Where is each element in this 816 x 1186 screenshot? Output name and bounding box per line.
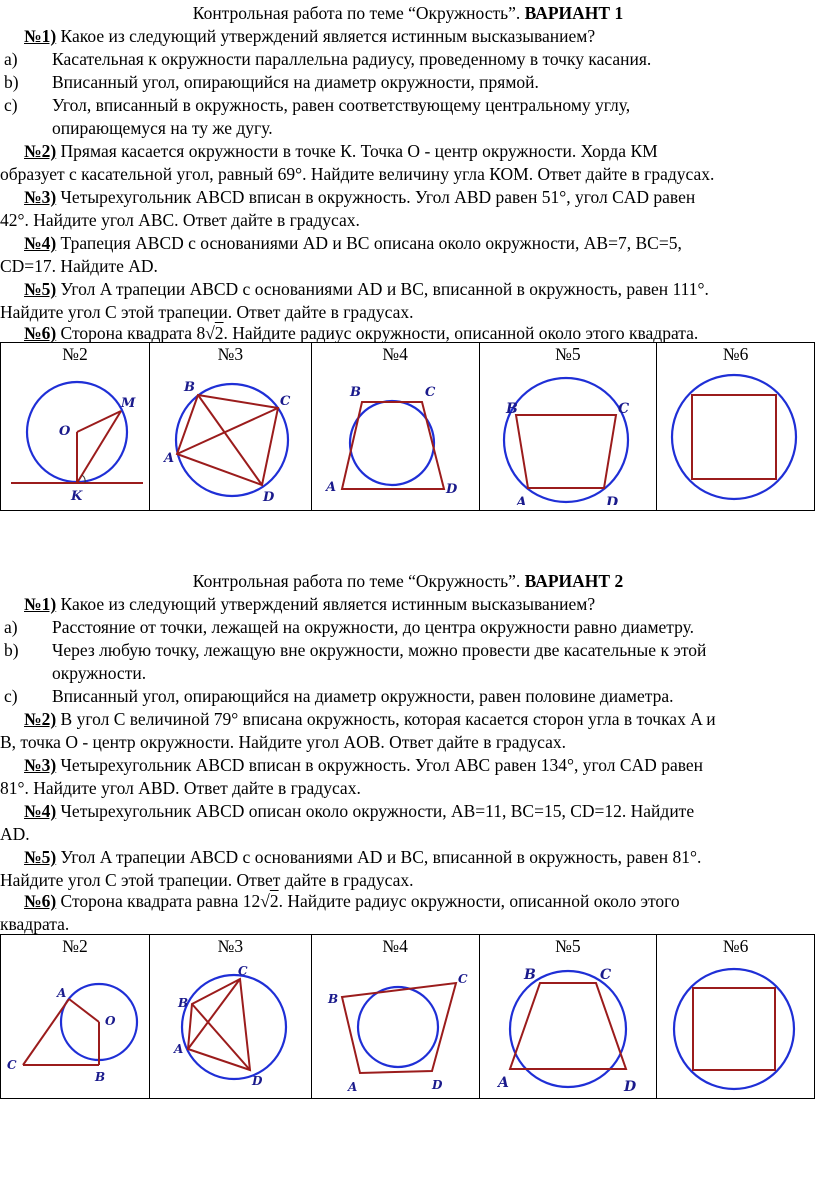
- option-a: [0, 48, 816, 71]
- sqrt-coefficient: 12: [242, 891, 261, 911]
- question-1: [0, 25, 816, 48]
- option-b: [0, 71, 816, 94]
- circle: [350, 401, 434, 485]
- trapezoid: [510, 983, 626, 1069]
- question-2: [0, 708, 816, 731]
- figure-caption: №6: [722, 936, 749, 956]
- label-o: O: [105, 1014, 116, 1028]
- square: [693, 988, 775, 1070]
- title-text: Контрольная работа по теме “Окружность”.: [192, 3, 525, 23]
- radius-oa: [69, 999, 99, 1022]
- option-text: Касательная к окружности параллельна радиусу, проведенному в точку касания.: [52, 49, 652, 69]
- question-number: №2): [24, 141, 57, 161]
- figure-caption: №5: [555, 936, 581, 956]
- question-5: [0, 846, 816, 869]
- question-3: [0, 754, 816, 777]
- option-c: [0, 94, 816, 117]
- option-label: a): [4, 49, 18, 69]
- question-3: [0, 186, 816, 209]
- label-b: B: [95, 1070, 106, 1084]
- figure-caption: №4: [382, 344, 408, 364]
- quadrilateral: [188, 979, 250, 1070]
- question-3-continued: 81°. Найдите угол ABD. Ответ дайте в градусах.: [0, 778, 361, 798]
- question-number: №5): [24, 847, 57, 867]
- figure-cell-4: [311, 343, 479, 511]
- trapezoid: [516, 415, 616, 488]
- sqrt-sign: √: [260, 891, 270, 911]
- question-number: №1): [24, 594, 57, 614]
- question-number: №4): [24, 801, 57, 821]
- sqrt-sign: √: [205, 323, 215, 343]
- figure-tangent-chord: [1, 365, 149, 505]
- label-b: B: [523, 967, 536, 983]
- option-label: c): [4, 95, 18, 115]
- figure-caption: №6: [722, 344, 749, 364]
- label-d: D: [252, 1074, 263, 1088]
- label-c: C: [280, 394, 291, 409]
- option-text: Угол, вписанный в окружность, равен соответствующему центральному углу,: [52, 95, 631, 115]
- question-text: Сторона квадрата равна: [56, 891, 243, 911]
- figure-square-in-circle: [658, 957, 814, 1093]
- label-b: B: [184, 380, 196, 395]
- sqrt-radicand: 2: [269, 891, 279, 911]
- option-text: Вписанный угол, опирающийся на диаметр окружности, прямой.: [52, 72, 539, 92]
- label-a: A: [348, 1080, 358, 1093]
- question-text: В угол С величиной 79° вписана окружность, которая касается сторон угла в точках A и: [56, 709, 716, 729]
- figure-cell-3: [150, 935, 312, 1099]
- question-number: №2): [24, 709, 57, 729]
- question-text: Четырехугольник ABCD вписан в окружность. Угол ABC равен 134°, угол CAD равен: [56, 755, 704, 775]
- label-a: A: [164, 451, 175, 466]
- question-text: Какое из следующий утверждений является истинным высказыванием?: [56, 26, 596, 46]
- option-c: [0, 685, 816, 708]
- label-c: C: [458, 972, 468, 986]
- figure-caption: №4: [382, 936, 408, 956]
- figure-cell-6: [657, 935, 815, 1099]
- question-4: [0, 232, 816, 255]
- variant-label: ВАРИАНТ 1: [524, 3, 624, 23]
- figures-table-1: [0, 342, 815, 511]
- question-5-continued: Найдите угол C этой трапеции. Ответ дайте в градусах.: [0, 302, 414, 322]
- quadrilateral: [177, 395, 278, 485]
- figure-cell-5: [479, 935, 657, 1099]
- option-text: Расстояние от точки, лежащей на окружности, до центра окружности равно диаметру.: [52, 617, 695, 637]
- trapezoid: [342, 402, 444, 489]
- question-number: №3): [24, 755, 57, 775]
- question-text: Четырехугольник ABCD вписан в окружность. Угол ABD равен 51°, угол CAD равен: [56, 187, 696, 207]
- figure-circumscribed-quad: [312, 957, 478, 1093]
- label-c: C: [238, 964, 248, 978]
- label-b: B: [505, 401, 518, 417]
- question-number: №1): [24, 26, 57, 46]
- question-6-continued: квадрата.: [0, 914, 70, 934]
- sqrt-radicand: 2: [214, 323, 224, 343]
- question-text: Трапеция ABCD с основаниями AD и BC описана около окружности, AB=7, BC=5,: [56, 233, 682, 253]
- label-b: B: [178, 996, 189, 1010]
- figure-cell-3: [150, 343, 312, 511]
- figures-table-2: [0, 934, 815, 1099]
- question-text: Четырехугольник ABCD описан около окружности, AB=11, BC=15, CD=12. Найдите: [56, 801, 695, 821]
- option-b: [0, 639, 816, 662]
- label-a: A: [497, 1075, 509, 1091]
- figure-caption: №3: [217, 344, 244, 364]
- circle: [672, 375, 796, 499]
- label-a: A: [57, 986, 67, 1000]
- figure-inscribed-trapezoid: [480, 957, 656, 1093]
- question-4-continued: CD=17. Найдите AD.: [0, 256, 158, 276]
- sqrt-coefficient: 8: [196, 323, 206, 343]
- figure-caption: №2: [62, 344, 88, 364]
- figure-cell-2: [1, 935, 150, 1099]
- question-5: [0, 278, 816, 301]
- figure-cell-2: [1, 343, 150, 511]
- variant-label: ВАРИАНТ 2: [524, 571, 624, 591]
- figure-cell-6: [657, 343, 815, 511]
- figure-inscribed-trapezoid: [480, 365, 656, 505]
- label-c: C: [599, 967, 612, 983]
- option-label: b): [4, 640, 19, 660]
- figure-cell-4: [311, 935, 479, 1099]
- question-text: Прямая касается окружности в точке К. Точка О - центр окружности. Хорда КМ: [56, 141, 658, 161]
- label-d: D: [623, 1079, 637, 1093]
- question-2-continued: образует с касательной угол, равный 69°. Найдите величину угла КОМ. Ответ дайте в градусах.: [0, 164, 715, 184]
- question-6: [0, 890, 816, 913]
- option-label: a): [4, 617, 18, 637]
- circle: [358, 987, 438, 1067]
- option-text: Через любую точку, лежащую вне окружности, можно провести две касательные к этой: [52, 640, 707, 660]
- variant-1-title: [0, 2, 816, 25]
- option-c-continued: опирающемуся на ту же дугу.: [52, 118, 273, 138]
- figure-circumscribed-trapezoid: [312, 365, 478, 505]
- diagonal-ac: [188, 979, 240, 1049]
- question-text-end: . Найдите радиус окружности, описанной около этого квадрата.: [223, 323, 699, 343]
- question-1: [0, 593, 816, 616]
- question-3-continued: 42°. Найдите угол ABC. Ответ дайте в градусах.: [0, 210, 360, 230]
- circle: [182, 975, 286, 1079]
- question-text: Какое из следующий утверждений является истинным высказыванием?: [56, 594, 596, 614]
- label-a: A: [515, 495, 527, 505]
- question-number: №6): [24, 323, 57, 343]
- label-m: M: [121, 396, 136, 411]
- label-k: K: [71, 489, 83, 504]
- figure-inscribed-quad: [150, 957, 310, 1093]
- option-b-continued: окружности.: [52, 663, 147, 683]
- label-b: B: [328, 992, 339, 1006]
- question-text: Сторона квадрата: [56, 323, 197, 343]
- label-d: D: [446, 482, 458, 497]
- figure-cell-5: [479, 343, 657, 511]
- question-text: Угол A трапеции ABCD с основаниями AD и BC, вписанной в окружность, равен 81°.: [56, 847, 702, 867]
- diagonal-ac: [177, 408, 278, 454]
- question-number: №6): [24, 891, 57, 911]
- question-text-end: . Найдите радиус окружности, описанной около этого: [278, 891, 680, 911]
- title-text: Контрольная работа по теме “Окружность”.: [192, 571, 525, 591]
- question-number: №4): [24, 233, 57, 253]
- question-2: [0, 140, 816, 163]
- question-number: №5): [24, 279, 57, 299]
- label-d: D: [263, 490, 275, 505]
- label-a: A: [326, 480, 337, 495]
- figure-angle-inscribed-circle: [1, 957, 149, 1093]
- option-label: c): [4, 686, 18, 706]
- label-b: B: [350, 385, 362, 400]
- variant-2-title: [0, 570, 816, 593]
- label-o: O: [59, 424, 71, 439]
- option-a: [0, 616, 816, 639]
- question-4: [0, 800, 816, 823]
- option-text: Вписанный угол, опирающийся на диаметр окружности, равен половине диаметра.: [52, 686, 674, 706]
- label-c: C: [425, 385, 436, 400]
- figure-caption: №2: [62, 936, 88, 956]
- label-a: A: [174, 1042, 184, 1056]
- figure-caption: №3: [217, 936, 244, 956]
- figure-caption: №5: [555, 344, 581, 364]
- label-c: C: [617, 401, 630, 417]
- question-2-continued: B, точка O - центр окружности. Найдите угол AOB. Ответ дайте в градусах.: [0, 732, 567, 752]
- label-c: C: [7, 1058, 17, 1072]
- question-4-continued: AD.: [0, 824, 30, 844]
- label-d: D: [605, 495, 619, 505]
- square: [692, 395, 776, 479]
- circle: [504, 378, 628, 502]
- question-number: №3): [24, 187, 57, 207]
- figure-inscribed-quad: [150, 365, 310, 505]
- figure-square-in-circle: [658, 365, 814, 505]
- question-5-continued: Найдите угол C этой трапеции. Ответ дайте в градусах.: [0, 870, 414, 890]
- option-label: b): [4, 72, 19, 92]
- label-d: D: [432, 1078, 443, 1092]
- question-text: Угол A трапеции ABCD с основаниями AD и BC, вписанной в окружность, равен 111°.: [56, 279, 709, 299]
